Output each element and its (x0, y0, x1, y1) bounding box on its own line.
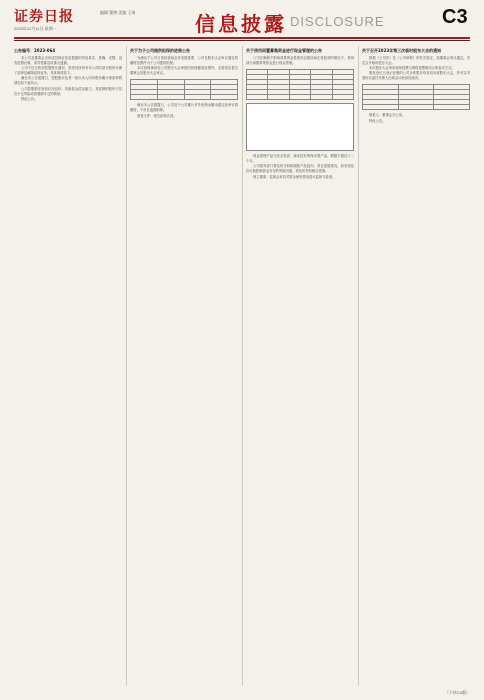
paragraph: 股权登记日登记在册的公司全体股东均有权出席股东大会，并可以书面形式委托代理人出席会议和参加表决。 (362, 71, 470, 81)
paragraph: 公司控股股东资信状况良好，具备资金偿还能力，其质押的股份不存在平仓风险或被强制平仓的情形。 (14, 86, 122, 96)
article-heading: 公告编号：2023-064 (14, 48, 56, 53)
section-title-en: DISCLOSURE (290, 14, 385, 29)
article-heading: 关于为子公司提供担保的进展公告 (130, 48, 190, 53)
header-rule (14, 37, 470, 39)
paragraph: 备查文件：相关担保合同。 (137, 113, 177, 118)
column-1 (14, 46, 122, 686)
paragraph: 联系人：董事会办公室。 (369, 113, 406, 118)
paragraph: 公司在确保不影响募集资金投资项目建设和正常经营的情况下，使用部分闲置募集资金进行现金管理。 (246, 56, 354, 66)
paragraph: 本公司及董事会全体成员保证信息披露的内容真实、准确、完整，没有虚假记载、误导性陈述或重大遗漏。 (14, 56, 122, 66)
page-number: C3 (442, 6, 468, 28)
section-title: 信息披露 (195, 12, 287, 36)
paragraph: 本次担保事项在公司股东大会审批的担保额度范围内，无需再次提交董事会及股东大会审议。 (130, 66, 238, 76)
figure-image (246, 103, 354, 151)
paragraph: 截至本公告披露日，控股股东及其一致行动人所持股份累计被质押的情况如下表所示。 (14, 76, 122, 86)
column-divider (242, 46, 243, 686)
column-2 (130, 46, 238, 686)
column-4 (362, 46, 470, 686)
editor-line: 编辑 董博 美编 王琦 (100, 10, 136, 15)
paragraph: 现金管理产品为安全性高、流动性好的保本型产品，期限不超过十二个月。 (246, 154, 354, 164)
paragraph: 公司财务部门将及时分析和跟踪产品投向、项目进展情况，如发现存在可能影响资金安全的风险因素，将及时采取相应措施。 (246, 164, 354, 174)
article-heading: 关于召开2023年第三次临时股东大会的通知 (362, 48, 442, 53)
disclosure-table (130, 79, 238, 100)
paragraph: 本次股东大会采用现场投票与网络投票相结合的表决方式。 (369, 66, 455, 71)
paragraph: 特此公告。 (21, 96, 38, 101)
paragraph: 截至本公告披露日，公司及子公司累计对外担保余额未超过经审议的额度，不存在逾期担保。 (130, 103, 238, 113)
disclosure-table (362, 84, 470, 110)
paragraph: 为满足子公司日常经营和业务发展需要，公司在股东大会审议通过的额度范围内为子公司提供担保。 (130, 56, 238, 66)
column-divider (358, 46, 359, 686)
column-3 (246, 46, 354, 686)
paragraph: 特此公告。 (369, 118, 386, 123)
paragraph: 根据《公司法》及《公司章程》的有关规定，经董事会审议通过，决定召开临时股东大会。 (362, 56, 470, 66)
disclosure-table (246, 69, 354, 100)
article-heading: 关于使用闲置募集资金进行现金管理的公告 (246, 48, 322, 53)
issue-date: 2023年12月11日 星期一 (14, 26, 57, 31)
header-rule-thin (14, 40, 470, 41)
column-divider (126, 46, 127, 686)
page-header (0, 0, 484, 40)
continuation-note: （下转C4版） (444, 690, 470, 695)
paragraph: 独立董事、监事会有权对资金使用情况进行监督与检查。 (253, 174, 336, 179)
paragraph: 公司于近日收到控股股东通知，获悉其所持有本公司的部分股份办理了质押及解除质押业务，具体事项如下。 (14, 66, 122, 76)
newspaper-brand: 证券日报 (14, 10, 74, 25)
